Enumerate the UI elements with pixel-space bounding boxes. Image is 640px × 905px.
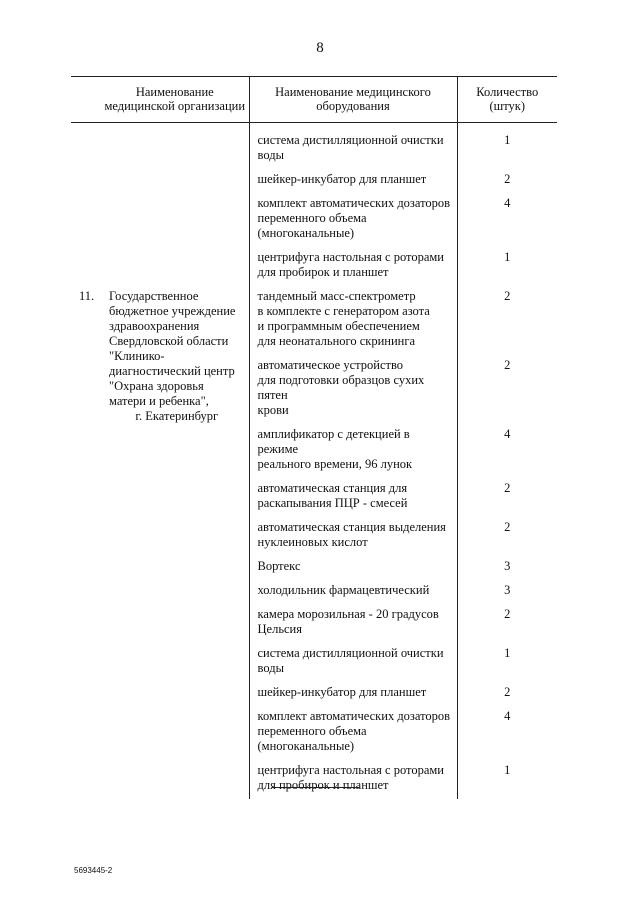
equipment-name-line: шейкер-инкубатор для планшет [257,685,427,699]
equipment-cell [249,424,457,478]
equipment-name-line: Цельсия [257,622,303,636]
organization-cell-empty [101,123,249,287]
quantity-cell: 1 [504,646,511,660]
equipment-cell [249,643,457,682]
equipment-table [71,76,557,286]
footer-rule [272,787,360,788]
quantity-cell: 2 [504,289,511,303]
quantity-cell: 1 [504,250,511,264]
equipment-name-line: для подготовки образцов сухих пятен [257,373,425,402]
organization-name-line: Государственное [109,289,199,303]
quantity-cell: 2 [504,685,511,699]
equipment-cell [249,556,457,580]
quantity-cell: 2 [504,481,511,495]
page-number: 8 [316,40,324,56]
organization-name-line: Свердловской области [109,334,229,348]
equipment-name-line: тандемный масс-спектрометр [257,289,416,303]
quantity-cell: 3 [504,583,511,597]
header-organization: Наименование медицинской организации [101,77,249,123]
equipment-name-line: (многоканальные) [257,739,355,753]
organization-cell [101,286,249,799]
equipment-cell: комплект автоматических дозаторов переменного объема (многоканальные) [249,193,457,247]
header-number [71,77,101,123]
row-number: 11. [79,289,95,303]
equipment-cell: центрифуга настольная с роторами для пробирок и планшет [249,247,457,286]
equipment-cell: система дистилляционной очистки воды [249,123,457,170]
quantity-cell: 2 [504,607,511,621]
quantity-cell: 2 [504,358,511,372]
equipment-name-line: воды [257,661,284,675]
table-row [71,123,557,170]
equipment-cell [249,682,457,706]
equipment-table-container [71,76,557,799]
quantity-cell: 2 [504,520,511,534]
organization-name-line: диагностический центр [109,364,235,378]
quantity-cell: 4 [504,427,511,441]
organization-name-line: бюджетное учреждение [109,304,236,318]
equipment-name-line: и программным обеспечением [257,319,420,333]
header-equipment: Наименование медицинского оборудования [249,77,457,123]
organization-name-line: "Клинико- [109,349,165,363]
equipment-name-line: центрифуга настольная с роторами [257,763,444,777]
equipment-cell [249,517,457,556]
equipment-cell [249,580,457,604]
equipment-name-line: система дистилляционной очистки [257,646,444,660]
equipment-name-line: камера морозильная - 20 градусов [257,607,439,621]
equipment-cell [249,604,457,643]
equipment-cell [249,355,457,424]
equipment-name-line: амплификатор с детекцией в режиме [257,427,410,456]
equipment-name-line: для пробирок и планшет [257,778,389,792]
table-header [71,77,557,123]
organization-entry-table [71,286,557,799]
equipment-cell: шейкер-инкубатор для планшет [249,169,457,193]
equipment-name-line: крови [257,403,289,417]
equipment-name-line: в комплекте с генератором азота [257,304,430,318]
quantity-cell: 4 [504,196,511,210]
quantity-cell: 1 [504,133,511,147]
equipment-name-line: раскапывания ПЦР - смесей [257,496,408,510]
organization-name-line: здравоохранения [109,319,200,333]
organization-entry-body [71,286,557,799]
equipment-name-line: автоматическое устройство [257,358,404,372]
equipment-cell [249,478,457,517]
equipment-name-line: реального времени, 96 лунок [257,457,413,471]
quantity-cell: 2 [504,172,511,186]
organization-city: г. Екатеринбург [135,409,219,423]
table-body [71,123,557,287]
document-code: 5693445-2 [74,866,113,875]
equipment-name-line: для неонатального скрининга [257,334,416,348]
quantity-cell: 1 [504,763,511,777]
header-quantity: Количество (штук) [457,77,557,123]
equipment-name-line: автоматическая станция для [257,481,408,495]
equipment-cell [249,760,457,799]
organization-name-line: матери и ребенка", [109,394,209,408]
equipment-name-line: холодильник фармацевтический [257,583,430,597]
quantity-cell: 3 [504,559,511,573]
equipment-name-line: комплект автоматических дозаторов [257,709,451,723]
table-row [71,286,557,355]
equipment-cell [249,286,457,355]
organization-name-line: "Охрана здоровья [109,379,204,393]
equipment-name-line: автоматическая станция выделения [257,520,446,534]
equipment-cell [249,706,457,760]
equipment-name-line: нуклеиновых кислот [257,535,368,549]
equipment-name-line: переменного объема [257,724,367,738]
equipment-name-line: Вортекс [257,559,301,573]
quantity-cell: 4 [504,709,511,723]
